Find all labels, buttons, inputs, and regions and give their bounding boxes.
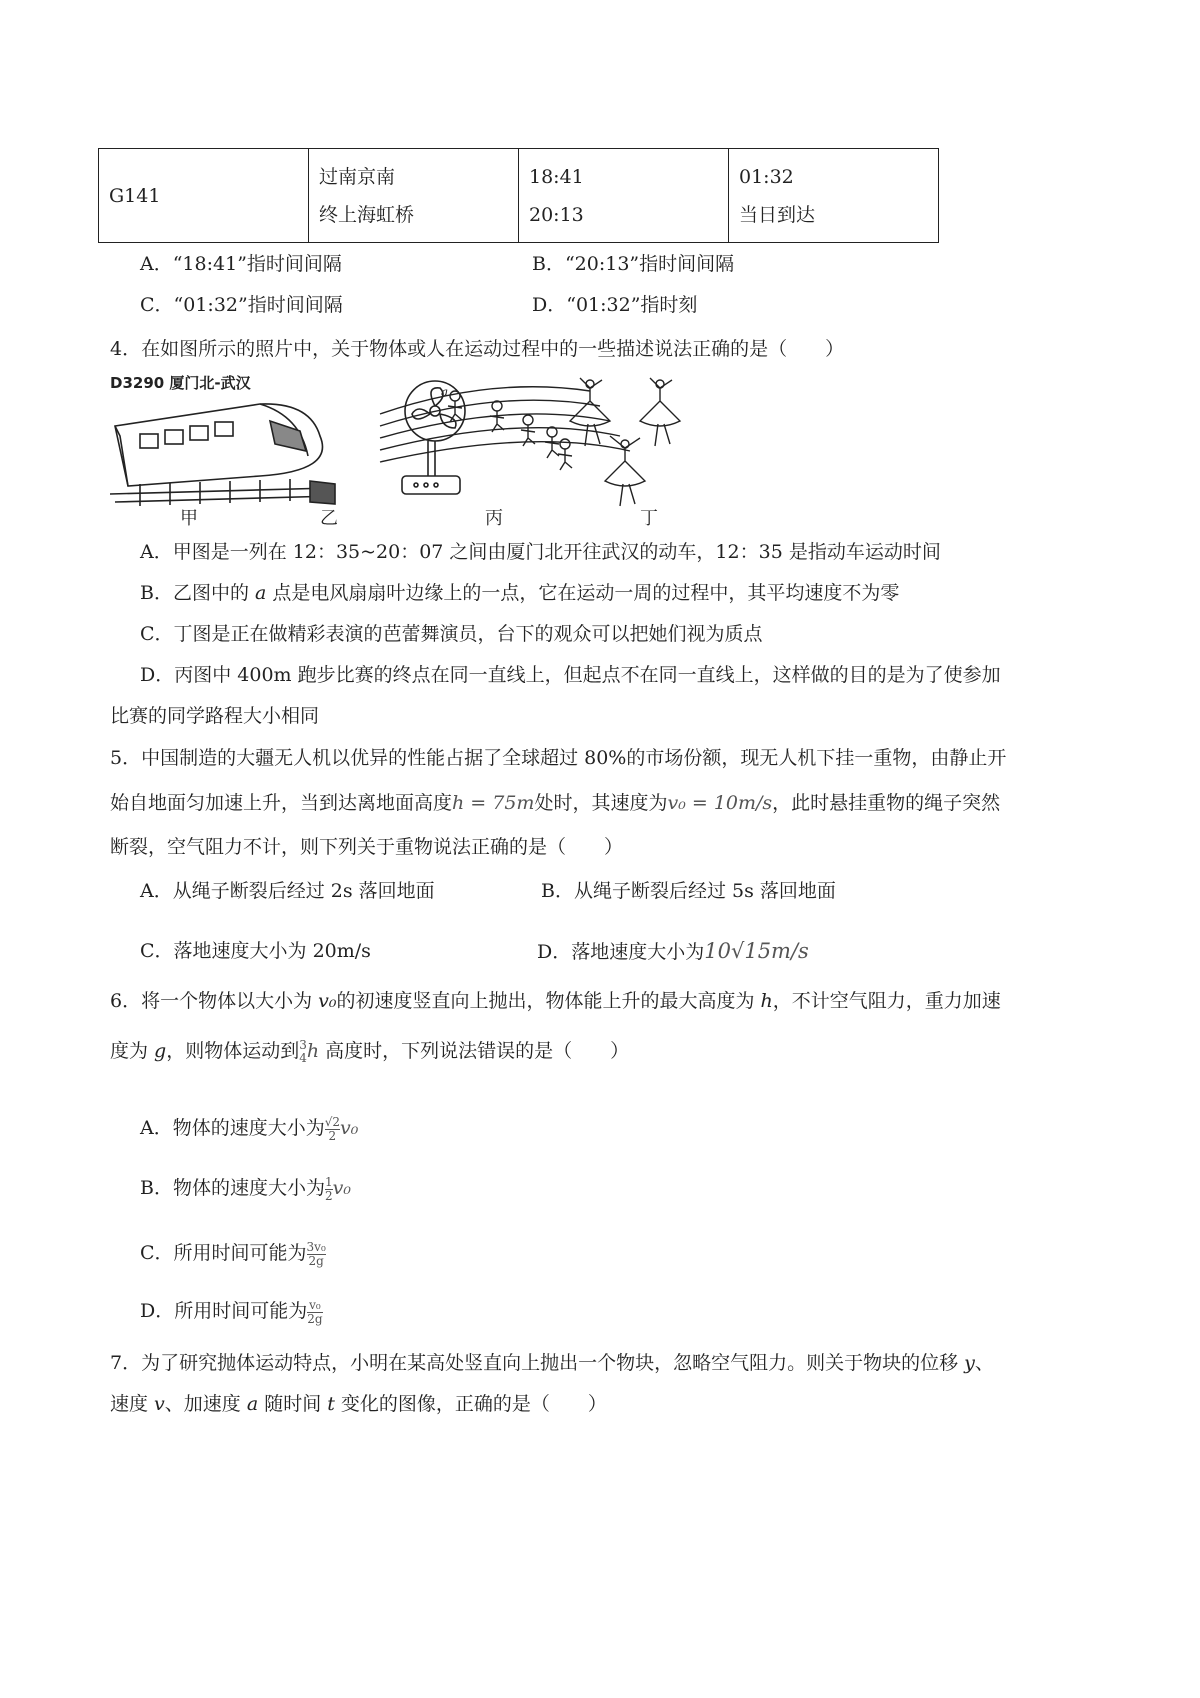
q4-option-a: A．甲图是一列在 12：35~20：07 之间由厦门北开往武汉的动车，12：35 是指动车运动时间 <box>140 541 941 563</box>
q6-option-d-fraction: $\frac{\text{v₀}}{2g}$ <box>307 1297 323 1326</box>
q5-option-d: D．落地速度大小为10√15m/s <box>537 939 809 963</box>
route-line-2: 终上海虹桥 <box>319 203 415 226</box>
q4-var-a: a <box>255 582 267 604</box>
q3-option-d: D．“01:32”指时刻 <box>532 294 698 316</box>
route-line-1: 过南京南 <box>319 165 396 188</box>
q7-stem-line2: 速度 v、加速度 a 随时间 t 变化的图像，正确的是（ ） <box>110 1393 607 1415</box>
q5-option-b: B．从绳子断裂后经过 5s 落回地面 <box>541 880 836 902</box>
time-line-1: 18:41 <box>529 165 584 188</box>
q3-option-c: C．“01:32”指时间间隔 <box>140 294 343 316</box>
q5-option-a: A．从绳子断裂后经过 2s 落回地面 <box>140 880 435 902</box>
q5-stem-line2: 始自地面匀加速上升，当到达离地面高度h = 75m处时，其速度为v₀ = 10m/s，此时悬挂重物的绳子突然 <box>110 792 1001 814</box>
train-illustration <box>110 404 335 506</box>
q7-stem-line1: 7．为了研究抛体运动特点，小明在某高处竖直向上抛出一个物块，忽略空气阻力。则关于物块的位移 y、 <box>110 1352 994 1374</box>
q6-option-d: D．所用时间可能为 $\frac{\text{v₀}}{2g}$ <box>140 1297 323 1326</box>
caption-ding: 丁 <box>640 508 658 529</box>
caption-yi: 乙 <box>320 508 338 529</box>
q6-fraction: 3 4 <box>299 1038 307 1065</box>
caption-jia: 甲 <box>180 508 198 529</box>
q6-option-c: C．所用时间可能为 $\frac{\text{3v₀}}{2g}$ <box>140 1239 326 1268</box>
train-number-cell <box>99 149 309 243</box>
fan-point-label: a <box>441 385 449 399</box>
train-number: G141 <box>109 184 161 207</box>
q4-option-b: B．乙图中的 a 点是电风扇扇叶边缘上的一点，它在运动一周的过程中，其平均速度不为零 <box>140 582 900 604</box>
train-label: D3290 厦门北-武汉 <box>110 374 251 392</box>
q4-figure <box>110 376 720 536</box>
q5-velocity-formula: v₀ = 10m/s <box>667 792 773 814</box>
q4-figure-drawing <box>110 376 720 536</box>
route-cell <box>309 149 519 243</box>
duration-line-1: 01:32 <box>739 165 794 188</box>
caption-bing: 丙 <box>485 508 503 529</box>
q6-option-b: B．物体的速度大小为 $\frac{1}{2}$ v₀ <box>140 1174 351 1203</box>
q3-option-a: A．“18:41”指时间间隔 <box>140 253 342 275</box>
duration-cell <box>729 149 939 243</box>
q6-stem-line2: 度为 g，则物体运动到 3 4 h 高度时，下列说法错误的是（ ） <box>110 1038 630 1065</box>
time-line-2: 20:13 <box>529 203 584 226</box>
ballet-dancers-illustration <box>570 378 680 506</box>
q4-option-d-line1: D．丙图中 400m 跑步比赛的终点在同一直线上，但起点不在同一直线上，这样做的目的是为了使参加 <box>140 664 1001 686</box>
q6-stem-line1: 6．将一个物体以大小为 v₀的初速度竖直向上抛出，物体能上升的最大高度为 h，不计空气阻力，重力加速 <box>110 990 1001 1012</box>
q4-option-c: C．丁图是正在做精彩表演的芭蕾舞演员，台下的观众可以把她们视为质点 <box>140 623 763 645</box>
q5-height-formula: h = 75m <box>452 792 535 814</box>
q6-option-a-fraction: $\frac{√2}{2}$ <box>324 1114 341 1143</box>
q5-stem-line1: 5．中国制造的大疆无人机以优异的性能占据了全球超过 80%的市场份额，现无人机下挂一重物，由静止开 <box>110 747 1007 769</box>
q6-option-a: A．物体的速度大小为 $\frac{√2}{2}$ v₀ <box>140 1114 359 1143</box>
q5-stem-line3: 断裂，空气阻力不计，则下列关于重物说法正确的是（ ） <box>110 836 624 858</box>
q5-option-c: C．落地速度大小为 20m/s <box>140 940 371 962</box>
q4-stem: 4．在如图所示的照片中，关于物体或人在运动过程中的一些描述说法正确的是（ ） <box>110 338 845 360</box>
q6-option-c-fraction: $\frac{\text{3v₀}}{2g}$ <box>306 1239 326 1268</box>
q4-option-d-line2: 比赛的同学路程大小相同 <box>110 705 320 727</box>
q6-option-b-fraction: $\frac{1}{2}$ <box>324 1174 333 1203</box>
duration-line-2: 当日到达 <box>739 203 816 226</box>
time-cell <box>519 149 729 243</box>
q3-option-b: B．“20:13”指时间间隔 <box>532 253 735 275</box>
q5-sqrt-formula: 10√15m/s <box>704 939 809 963</box>
train-timetable <box>98 148 939 243</box>
